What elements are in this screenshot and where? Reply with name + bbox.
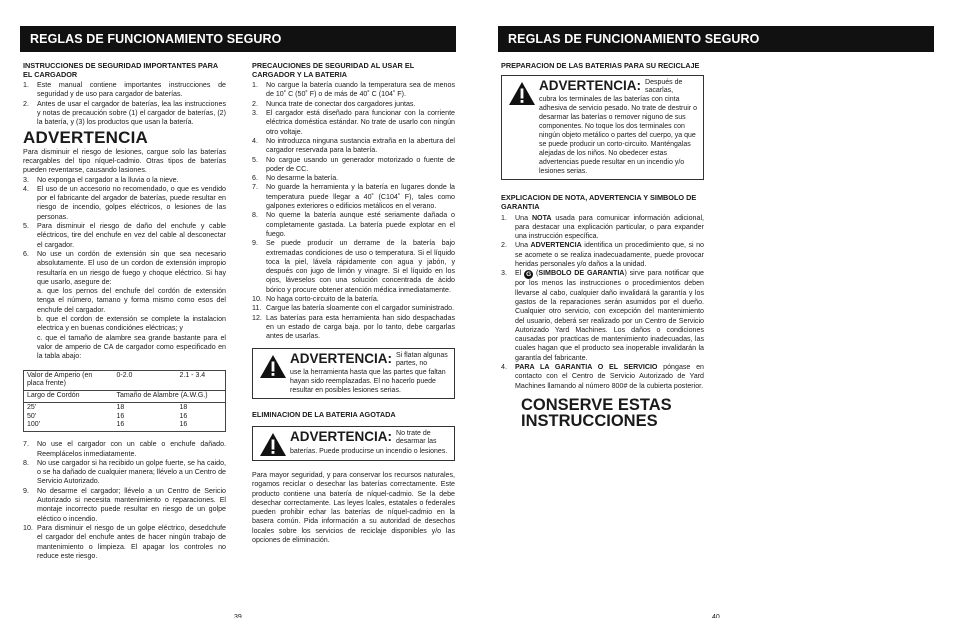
list-item-text: No exponga el cargador a la lluvia o la nieve. xyxy=(37,175,179,184)
list-item-number: 10. xyxy=(23,523,33,532)
list-item-text: No haga corto-circuito de la batería. xyxy=(266,295,379,304)
list-item xyxy=(23,459,226,487)
charger-instructions-list xyxy=(23,81,226,127)
list-item-text: No desarme el cargador; llévelo a un Centro de Sericio Autorizado si necesita mantenimiento o reparaciones. El montaje incorrecto puede resultar en riesgo de un golpe eléctico o incendio. xyxy=(37,486,226,523)
table-cell: 16 xyxy=(179,421,188,429)
list-item-text: No introduzca ninguna sustancia extraña en la abertura del cargador reservada para la batería. xyxy=(266,136,455,155)
list-item xyxy=(252,109,455,137)
table-col-a xyxy=(114,402,177,431)
list-item-text: No cargue la batería cuando la temperatura sea de menos de 10˚ C (50˚ F) o de más de 40˚ C (104˚ F). xyxy=(266,81,455,99)
list-item-number: 5. xyxy=(23,222,29,231)
list-item-number: 6. xyxy=(252,174,258,183)
table-col-b xyxy=(177,402,226,431)
table-cell: 16 xyxy=(116,421,125,429)
list-item-number: 10. xyxy=(252,295,262,304)
list-item xyxy=(23,524,226,561)
table-cell: 18 xyxy=(116,403,125,411)
sub-item: b. que el cordon de extensión se complete la instalacion electrica y en buenas condiciónes eléctricas; y xyxy=(37,315,226,333)
wire-gauge-table xyxy=(23,370,226,433)
list-item xyxy=(252,174,455,183)
list-item xyxy=(23,176,226,185)
list-item-number: 11. xyxy=(252,304,262,313)
battery-disposal-heading: ELIMINACION DE LA BATERIA AGOTADA xyxy=(252,410,396,420)
warning-triangle-icon xyxy=(256,352,290,396)
list-item xyxy=(23,81,226,100)
list-item xyxy=(252,156,455,175)
table-row-lengths xyxy=(24,402,114,431)
list-item xyxy=(252,211,455,239)
list-item-text: Cargue las batería sloamente con el cargador suministrado. xyxy=(266,304,455,313)
table-cell: Valor de Amperio (en placa frente) xyxy=(27,371,93,388)
list-item-text: El uso de un accesorio no recomendado, o que es vendido por el fabricante del argador de baterías, puede resultar en riesgo de incendio, golpes eléctricos, o lesiones de las personas. xyxy=(37,184,226,221)
recycling-paragraph: Para mayor seguridad, y para conservar los recursos naturales, rogamos reciclar o desechar las baterías correctamente. Este producto contiene una batería de níquel-cadmio. Se la debe desechar correctamente. Las leyes lcales, estatales o federales pueden prohibir echar las baterías de níquel-cadmio en la basera común. Pida información a su autoridad de desechos locales sobre los servicios de reciclaje disponibles y/o las opciones de eliminación. xyxy=(252,470,455,544)
table-cell: 50' xyxy=(27,412,37,420)
advertencia-text: Para disminuir el riesgo de lesiones, cargue solo las baterías recargables del tipo níquel-cadmio. Otras tipos de baterías pueden reventarse, causando lasiones. xyxy=(23,147,226,175)
list-item-number: 3. xyxy=(23,175,29,184)
list-item xyxy=(23,100,226,128)
list-item-number: 12. xyxy=(252,313,262,322)
right-column-1 xyxy=(501,62,704,429)
list-item-text: No cargue usando un generador motorizado o fuente de poder de CC. xyxy=(266,155,455,173)
list-item-number: 4. xyxy=(252,136,258,145)
list-item-text: Para disminuir el riesgo de daño del enchufe y cable eléctricos, tire del enchufe en vez del cable al desconectar el cargador. xyxy=(37,222,226,249)
warning-triangle-icon xyxy=(505,79,539,177)
warning-box-terminals xyxy=(501,75,704,181)
warning-box-missing-parts xyxy=(252,348,455,400)
table-cell: 0-2.0 xyxy=(116,371,133,379)
list-item xyxy=(252,100,455,109)
left-column-2 xyxy=(252,62,455,545)
table-cell: Largo de Cordón xyxy=(24,391,114,403)
list-item-text: No guarde la herramienta y la batería en lugares donde la temperatura puede llegar a 40˚ (C104˚ F), tales como galpones exteriores o edificios metálicos en el verano. xyxy=(266,183,455,211)
warning-text: cubra los terminales de las baterías con cinta adhesiva de servicio pesado. No trate de destruir o desarmar las baterías o remover niguno de sus componentes. No toque los dos terminales con ningún objeto metálico o partes del cuerpo, ya que se puede producir un corto-circuito. Manténgalas alejadas de los niños. No obedecer estas advertencias puede resultar en un incendio y/o lesiones serias. xyxy=(539,96,697,176)
list-item-text: Para disminuir el riesgo de un golpe eléctrico, desedchufe el cargador del enchufe antes de hacer ningún trabajo de mantenimiento o limpieza. El apagar los controles no reduce este riesgo. xyxy=(37,523,226,560)
page-number: 39 xyxy=(234,614,242,618)
list-item xyxy=(23,440,226,459)
right-page xyxy=(498,26,934,618)
list-item-text: Nunca trate de conectar dos cargadores juntas. xyxy=(266,99,416,108)
list-item-text: No use cargador si ha recibido un golpe fuerte, se ha caido, o se ha dañado de cualquier manera; llévelo a un Centro de Servicio Autorizado. xyxy=(37,458,226,486)
charger-instructions-list-2 xyxy=(23,176,226,288)
table-cell: 25' xyxy=(27,403,37,411)
warning-triangle-icon xyxy=(256,430,290,457)
table-cell: 100' xyxy=(27,421,41,429)
list-item-text: Las baterías para esta herramienta han sido despachadas en un estado de carga baja. por lo tanto, debe cargarlas antes de usarlas. xyxy=(266,313,455,341)
page-number: 40 xyxy=(712,614,720,618)
warning-side-text: Después de sacarlas, xyxy=(645,78,683,94)
warning-title: ADVERTENCIA: xyxy=(539,77,642,93)
table-cell: Tamaño de Alambre (A.W.G.) xyxy=(114,391,226,403)
charger-instructions-heading: INSTRUCCIONES DE SEGURIDAD IMPORTANTES PARA EL CARGADOR xyxy=(23,61,218,79)
list-item xyxy=(252,295,455,304)
table-cell: 16 xyxy=(179,412,188,420)
list-item-number: 1. xyxy=(252,81,258,90)
list-item-number: 8. xyxy=(252,211,258,220)
list-item xyxy=(252,183,455,211)
list-item-number: 1. xyxy=(23,81,29,90)
warning-title: ADVERTENCIA: xyxy=(290,428,393,444)
list-item xyxy=(252,314,455,342)
charger-instructions-list-3 xyxy=(23,440,226,561)
precautions-list xyxy=(252,81,455,341)
list-item-number: 2. xyxy=(252,99,258,108)
conserve-instructions-heading: CONSERVE ESTAS INSTRUCCIONES xyxy=(521,395,672,430)
list-item-number: 5. xyxy=(252,155,258,164)
list-item-text: No use un cordón de extensión sin que sea necesario absolutamente. El uso de un cordon de extensión impropio resultaría en un riesgo de fuego y choque eléctrico. Si hay que usarlo, asegure de: xyxy=(37,249,226,286)
list-item-number: 7. xyxy=(23,440,29,449)
left-page xyxy=(20,26,456,618)
warning-title: ADVERTENCIA: xyxy=(290,350,393,366)
list-item-number: 7. xyxy=(252,183,258,192)
list-item-number: 8. xyxy=(23,458,29,467)
explanation-heading: EXPLICACION DE NOTA, ADVERTENCIA Y SIMBOLO DE GARANTIA xyxy=(501,193,697,211)
list-item: 3. El G (SIMBOLO DE GARANTIA) sirve para notificar que por los menos las instrucciones o procedimientos deben llevarse al cabo, cualquier daño invalidará la garantía y los gastos de la reparaciones serán asumidos por el dueño. Cualquier otro servicio, con excepción del mantenimiento del usuario, deberá ser realizado por un Centro de Servicio Autorizado Yard Machines. Los daños o condiciones causadas por practicas de mantenimiento inadecuadas, las cuales hagan que el producto sea inoperable invalidarán la garantía del fabricante. xyxy=(501,269,704,362)
list-item xyxy=(23,487,226,524)
right-banner: REGLAS DE FUNCIONAMIENTO SEGURO xyxy=(498,26,934,52)
advertencia-heading: ADVERTENCIA xyxy=(23,127,148,147)
precautions-heading: PRECAUCIONES DE SEGURIDAD AL USAR EL CARGADOR Y LA BATERIA xyxy=(252,61,415,79)
list-item xyxy=(23,185,226,222)
list-item-text: No desarme la batería. xyxy=(266,174,339,183)
list-item-number: 2. xyxy=(23,99,29,108)
table-cell: 16 xyxy=(116,412,125,420)
extension-cord-sublist xyxy=(23,287,226,361)
table-cell: 2.1 - 3.4 xyxy=(179,371,206,379)
table-cell: 18 xyxy=(179,403,188,411)
list-item-text: No use el cargador con un cable o enchufe dañado. Reemplácelos inmediatamente. xyxy=(37,440,226,458)
recycling-prep-heading: PREPARACION DE LAS BATERIAS PARA SU RECICLAJE xyxy=(501,61,700,70)
left-banner: REGLAS DE FUNCIONAMIENTO SEGURO xyxy=(20,26,456,52)
warning-side-text: Si flatan algunas partes, no xyxy=(396,351,448,367)
list-item xyxy=(252,304,455,313)
list-item-text: El cargador está diseñado para funcionar con la corriente eléctrica doméstica estándar. No trate de usarlo con ningún otro voltaje. xyxy=(266,109,455,136)
list-item-text: Este manual contiene importantes instrucciones de seguridad y de uso para cargador de baterías. xyxy=(37,81,226,99)
list-item-number: 6. xyxy=(23,249,29,258)
list-item-text: No queme la batería aunque esté seriamente dañada o completamente gastada. La batería puede explotar en el fuego. xyxy=(266,211,455,238)
list-item: 2. Una ADVERTENCIA identifica un procedimiento que, si no se acomete o se realiza inadecuadamente, puede provocar heridas personales y/o daños a la unidad. xyxy=(501,241,705,269)
warning-box-disassemble xyxy=(252,426,455,461)
list-item-number: 9. xyxy=(252,239,258,248)
list-item-number: 3. xyxy=(252,109,258,118)
sub-item: c. que el tamaño de alambre sea grande bastante para el valor de amperio de CA de cargador como especificado en la tabla abajo: xyxy=(37,333,226,361)
list-item-text: Se puede producir un derrame de la batería bajo extremadas condiciones de uso o temperatura. Si el líquido toca la piel, lávela rápidamente con agua y jabón, y después con jugo de limón y vinagre. Si el líquido en los ojos, láveselos con una solución concentrada de ácido bórico y procure obtener atención médica inmediatamente. xyxy=(266,239,455,294)
list-item-number: 9. xyxy=(23,486,29,495)
list-item: 1. Una NOTA usada para comunicar información adicional, para destacar una explicación particular, o para expander una instrucción específica. xyxy=(501,213,704,241)
left-column-1 xyxy=(23,62,226,561)
warning-side-text: No trate de desarmar las xyxy=(396,429,437,446)
list-item: 4. PARA LA GARANTIA O EL SERVICIO póngase en contacto con el Centro de Servicio Autorizado de Yard Machines llamando al número 800# de la cubierta posterior. xyxy=(501,363,704,390)
list-item xyxy=(23,250,226,287)
sub-item: a. que los pernos del enchufe del cordón de extensión tenga el número, tamano y forma mismo como esos del enchufe del cargador. xyxy=(37,287,226,314)
list-item-text: Antes de usar el cargador de baterías, lea las instrucciones y notas de precaución sobre (1) el cargador de baterías, (2) la batería, y (3) los productos que usan la batería. xyxy=(37,99,226,127)
list-item xyxy=(252,81,455,100)
list-item xyxy=(252,239,455,295)
warning-text: use la herramienta hasta que las partes que faltan hayan sido reemplazadas. El no hacerlo puede resultar en posibles lesiones serias. xyxy=(290,369,446,395)
list-item xyxy=(252,137,455,156)
warranty-symbol-icon: G xyxy=(526,271,532,279)
warning-text: baterías. Puede producirse un incendio o lesiones. xyxy=(290,447,448,455)
list-item xyxy=(23,222,226,250)
list-item-number: 4. xyxy=(23,184,29,193)
